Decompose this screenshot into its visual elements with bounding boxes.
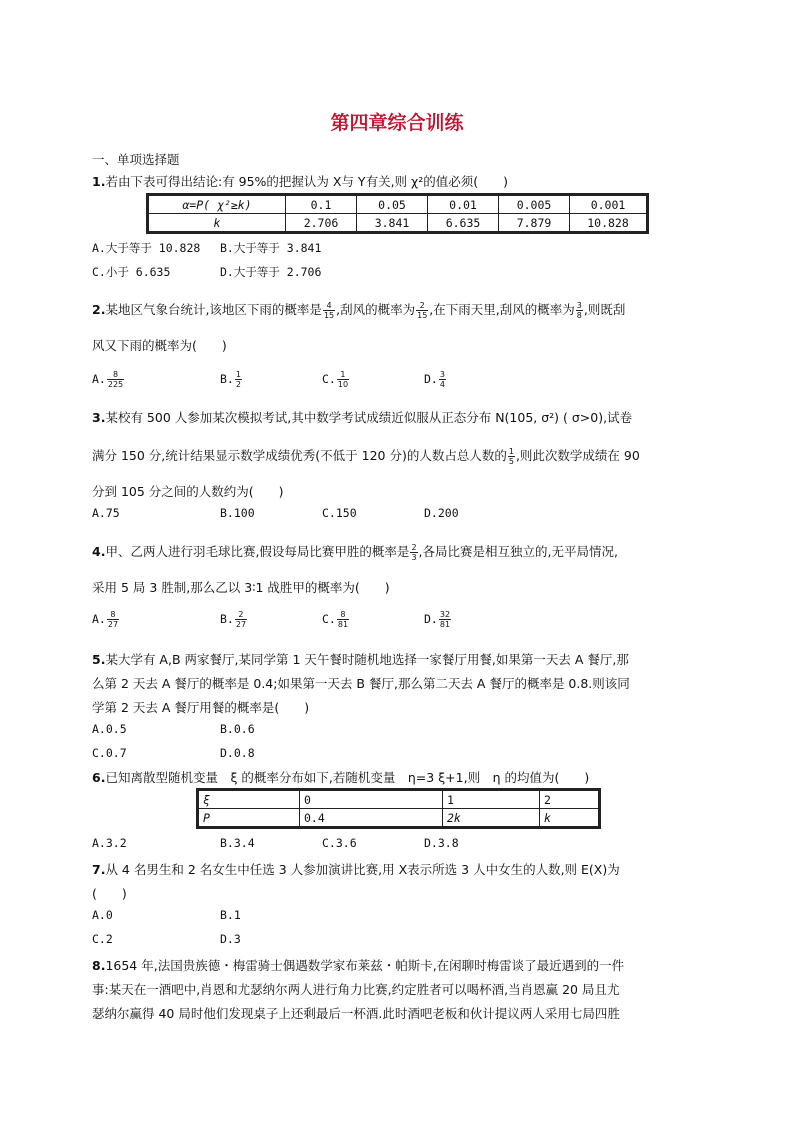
section-heading: 一、单项选择题 [92, 152, 180, 167]
question-5 [92, 650, 629, 668]
denominator: 225 [107, 380, 124, 389]
option-a: A.0 [92, 908, 113, 922]
numerator: 2 [416, 301, 428, 311]
table-cell: 0.005 [499, 195, 570, 214]
option-a: A.75 [92, 506, 120, 520]
option-b: B.3.4 [220, 836, 255, 850]
option-d: D.3.8 [424, 836, 459, 850]
question-text: ,在下雨天里,刮风的概率为 [429, 302, 575, 317]
question-text: 某地区气象台统计,该地区下雨的概率是 [105, 302, 322, 317]
numerator: 8 [107, 370, 124, 380]
fraction [337, 610, 349, 629]
question-text: ,则此次数学成绩在 90 [515, 448, 640, 463]
option-c: C.3.6 [322, 836, 357, 850]
denominator: 2 [235, 380, 241, 389]
question-2 [92, 300, 625, 320]
table-cell: 0.4 [300, 809, 443, 828]
fraction [235, 370, 242, 389]
option-b: B.大于等于 3.841 [220, 241, 322, 255]
table-cell: 0.1 [286, 195, 357, 214]
option-b [220, 610, 248, 629]
table-cell: α=P( χ²≥k) [148, 195, 286, 214]
option-label: D. [424, 372, 438, 386]
option-d: D.3 [220, 932, 241, 946]
option-label: A. [92, 372, 106, 386]
numerator: 2 [235, 610, 247, 620]
question-text: 分到 105 分之间的人数约为( ) [92, 484, 284, 499]
question-number: 3. [92, 410, 106, 425]
table-cell: 2.706 [286, 214, 357, 233]
denominator: 8 [576, 311, 582, 320]
question-number: 2. [92, 302, 106, 317]
numerator: 32 [439, 610, 451, 619]
option-d [424, 610, 452, 629]
numerator: 3 [576, 301, 582, 310]
numerator: 4 [323, 301, 335, 311]
distribution-table [196, 788, 601, 829]
table-cell: 0 [300, 790, 443, 809]
table-cell: 1 [443, 790, 540, 809]
question-text: 某大学有 A,B 两家餐厅,某同学第 1 天午餐时随机地选择一家餐厅用餐,如果第一天去 A 餐厅,那 [105, 652, 629, 667]
option-d: D.200 [424, 506, 459, 520]
option-label: D. [424, 612, 438, 626]
denominator: 5 [508, 457, 514, 466]
question-text: 风又下雨的概率为( ) [92, 338, 227, 353]
option-c [322, 610, 350, 629]
question-6 [92, 768, 589, 786]
option-a: A.大于等于 10.828 [92, 241, 201, 255]
question-text: ,刮风的概率为 [336, 302, 416, 317]
denominator: 4 [439, 380, 445, 389]
table-cell: 0.001 [570, 195, 648, 214]
option-c: C.150 [322, 506, 357, 520]
option-c [322, 370, 350, 389]
numerator: 8 [337, 610, 349, 620]
question-number: 7. [92, 862, 106, 877]
question-8 [92, 956, 624, 974]
fraction [508, 447, 515, 466]
question-text: 瑟纳尔赢得 40 局时他们发现桌子上还剩最后一杯酒.此时酒吧老板和伙计提议两人采用七局四胜 [92, 1006, 620, 1021]
table-row [198, 809, 600, 828]
question-text: ( ) [92, 886, 127, 901]
numerator: 1 [337, 370, 349, 380]
numerator: 1 [235, 370, 241, 379]
table-row [198, 790, 600, 809]
table-cell: 0.05 [357, 195, 428, 214]
question-number: 6. [92, 770, 106, 785]
question-text: 从 4 名男生和 2 名女生中任选 3 人参加演讲比赛,用 X表示所选 3 人中女生的人数,则 E(X)为 [105, 862, 620, 877]
fraction [235, 610, 247, 629]
question-number: 8. [92, 958, 106, 973]
question-stem: 若由下表可得出结论:有 95%的把握认为 X与 Y有关,则 χ²的值必须( ) [105, 174, 508, 189]
question-1 [92, 172, 508, 190]
fraction [410, 543, 417, 562]
question-text [92, 446, 640, 466]
question-3 [92, 408, 632, 426]
question-text: ,各局比赛是相互独立的,无平局情况, [418, 544, 618, 559]
chi-square-table [146, 193, 649, 234]
table-row [148, 214, 648, 233]
table-cell: 0.01 [428, 195, 499, 214]
option-b: B.1 [220, 908, 241, 922]
table-row [148, 195, 648, 214]
table-cell: 10.828 [570, 214, 648, 233]
question-text: ,则既刮 [583, 302, 626, 317]
question-number: 1. [92, 174, 106, 189]
question-text: 么第 2 天去 A 餐厅的概率是 0.4;如果第一天去 B 餐厅,那么第二天去 A 餐厅的概率是 0.8.则该同 [92, 676, 630, 691]
denominator: 27 [107, 620, 119, 629]
question-number: 4. [92, 544, 106, 559]
option-d [424, 370, 447, 389]
table-cell: P [198, 809, 300, 828]
option-a [92, 610, 120, 629]
fraction [416, 301, 428, 320]
option-label: A. [92, 612, 106, 626]
option-c: C.小于 6.635 [92, 265, 171, 279]
fraction [439, 610, 451, 629]
option-label: C. [322, 372, 336, 386]
option-c: C.2 [92, 932, 113, 946]
option-b [220, 370, 243, 389]
question-text: 采用 5 局 3 胜制,那么乙以 3∶1 战胜甲的概率为( ) [92, 580, 390, 595]
question-text: 1654 年,法国贵族德・梅雷骑士偶遇数学家布莱兹・帕斯卡,在闲聊时梅雷谈了最近遇到的一件 [105, 958, 625, 973]
table-cell: k [148, 214, 286, 233]
table-cell: ξ [198, 790, 300, 809]
fraction [107, 610, 119, 629]
fraction [576, 301, 583, 320]
option-a [92, 370, 125, 389]
table-cell: k [540, 809, 600, 828]
question-number: 5. [92, 652, 106, 667]
fraction [337, 370, 349, 389]
question-stem: 已知离散型随机变量 ξ 的概率分布如下,若随机变量 η=3 ξ+1,则 η 的均值为( ) [105, 770, 590, 785]
question-text: 某校有 500 人参加某次模拟考试,其中数学考试成绩近似服从正态分布 N(105, σ²) ( σ>0),试卷 [105, 410, 633, 425]
question-text: 学第 2 天去 A 餐厅用餐的概率是( ) [92, 700, 310, 715]
question-text: 甲、乙两人进行羽毛球比赛,假设每局比赛甲胜的概率是 [105, 544, 410, 559]
denominator: 81 [337, 620, 349, 629]
fraction [323, 301, 335, 320]
table-cell: 2 [540, 790, 600, 809]
table-cell: 6.635 [428, 214, 499, 233]
numerator: 2 [411, 543, 417, 552]
option-b: B.100 [220, 506, 255, 520]
option-label: B. [220, 372, 234, 386]
fraction [107, 370, 124, 389]
denominator: 27 [235, 620, 247, 629]
question-4 [92, 542, 618, 562]
question-text: 满分 150 分,统计结果显示数学成绩优秀(不低于 120 分)的人数占总人数的 [92, 448, 507, 463]
option-label: B. [220, 612, 234, 626]
denominator: 3 [411, 553, 417, 562]
fraction [439, 370, 446, 389]
denominator: 15 [323, 311, 335, 320]
option-a: A.3.2 [92, 836, 127, 850]
page-title: 第四章综合训练 [330, 112, 464, 134]
numerator: 8 [107, 610, 119, 620]
question-text: 事:某天在一酒吧中,肖恩和尤瑟纳尔两人进行角力比赛,约定胜者可以喝杯酒,当肖恩赢 20 局且尤 [92, 982, 620, 997]
numerator: 1 [508, 447, 514, 456]
option-b: B.0.6 [220, 722, 255, 736]
table-cell: 2k [443, 809, 540, 828]
denominator: 81 [439, 620, 451, 629]
question-7 [92, 860, 620, 878]
numerator: 3 [439, 370, 445, 379]
table-cell: 7.879 [499, 214, 570, 233]
option-c: C.0.7 [92, 746, 127, 760]
table-cell: 3.841 [357, 214, 428, 233]
option-label: C. [322, 612, 336, 626]
option-d: D.大于等于 2.706 [220, 265, 322, 279]
option-a: A.0.5 [92, 722, 127, 736]
denominator: 10 [337, 380, 349, 389]
option-d: D.0.8 [220, 746, 255, 760]
denominator: 15 [417, 311, 428, 320]
